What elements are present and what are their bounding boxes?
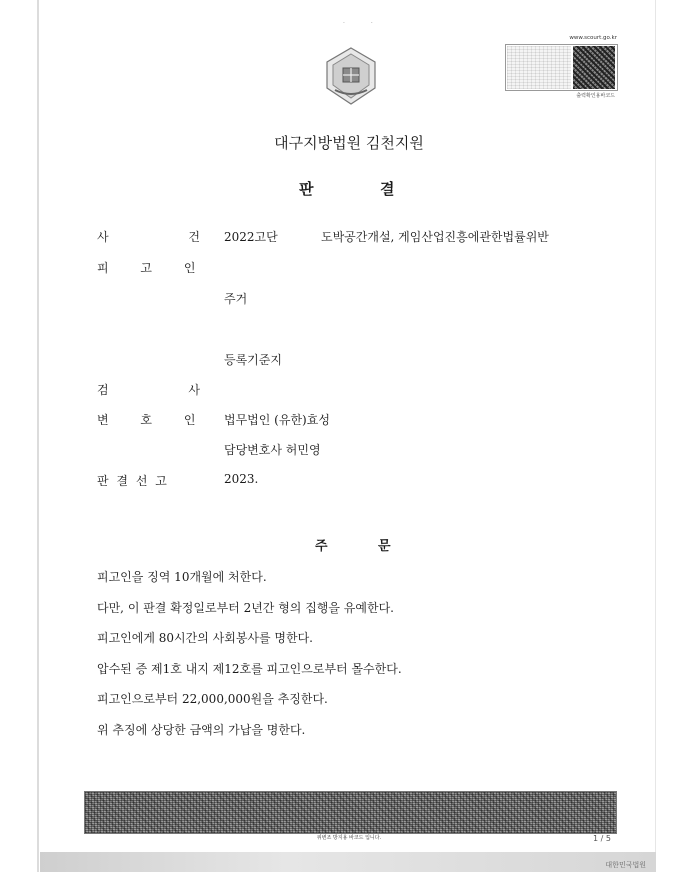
defendant-label: 피 고 인 xyxy=(97,261,210,275)
order-line: 피고인을 징역 10개월에 처한다. xyxy=(97,570,267,584)
court-emblem-icon xyxy=(323,46,379,106)
address-label: 주거 xyxy=(224,292,248,306)
order-heading-right: 문 xyxy=(378,539,391,554)
verification-code-box xyxy=(505,35,618,99)
page-number: 1 / 5 xyxy=(593,834,611,843)
issuer-label: 대한민국법원 xyxy=(605,861,646,869)
order-heading-left: 주 xyxy=(315,539,328,554)
page-left-edge xyxy=(37,0,39,872)
prosecutor-label: 검 사 xyxy=(97,383,238,397)
sentence-date: 2023. xyxy=(224,472,259,486)
document-title-right: 결 xyxy=(380,180,395,198)
document-title-left: 판 xyxy=(299,180,314,198)
lawyer-label: 변 호 인 xyxy=(97,413,210,427)
order-line: 피고인으로부터 22,000,000원을 추징한다. xyxy=(97,692,328,706)
court-name: 대구지방법원 김천지원 xyxy=(274,134,424,152)
case-label: 사 건 xyxy=(97,230,238,244)
attorney: 담당변호사 허민영 xyxy=(224,443,321,457)
order-line: 압수된 증 제1호 내지 제12호를 피고인으로부터 몰수한다. xyxy=(97,662,402,676)
verification-pattern xyxy=(507,46,571,89)
case-number: 2022고단 xyxy=(224,230,278,244)
page-right-edge xyxy=(655,0,656,872)
law-firm: 법무법인 (유한)효성 xyxy=(224,413,330,427)
qr-code-icon xyxy=(573,46,615,89)
anti-forgery-barcode xyxy=(84,791,617,834)
sentence-date-label: 판 결 선 고 xyxy=(97,474,169,488)
case-description: 도박공간개설, 게임산업진흥에관한법률위반 xyxy=(321,230,549,244)
order-line: 다만, 이 판결 확정일로부터 2년간 형의 집행을 유예한다. xyxy=(97,601,394,615)
site-url: www.scourt.go.kr xyxy=(569,35,617,41)
code-caption: 출력확인용바코드 xyxy=(576,93,615,99)
order-line: 피고인에게 80시간의 사회봉사를 명한다. xyxy=(97,631,314,645)
order-line: 위 추징에 상당한 금액의 가납을 명한다. xyxy=(97,723,306,737)
registry-label: 등록기준지 xyxy=(224,353,282,367)
registration-marks: ·· xyxy=(343,20,399,27)
barcode-caption: 위변조 방지용 바코드 입니다. xyxy=(316,835,382,841)
bottom-band xyxy=(40,852,656,872)
